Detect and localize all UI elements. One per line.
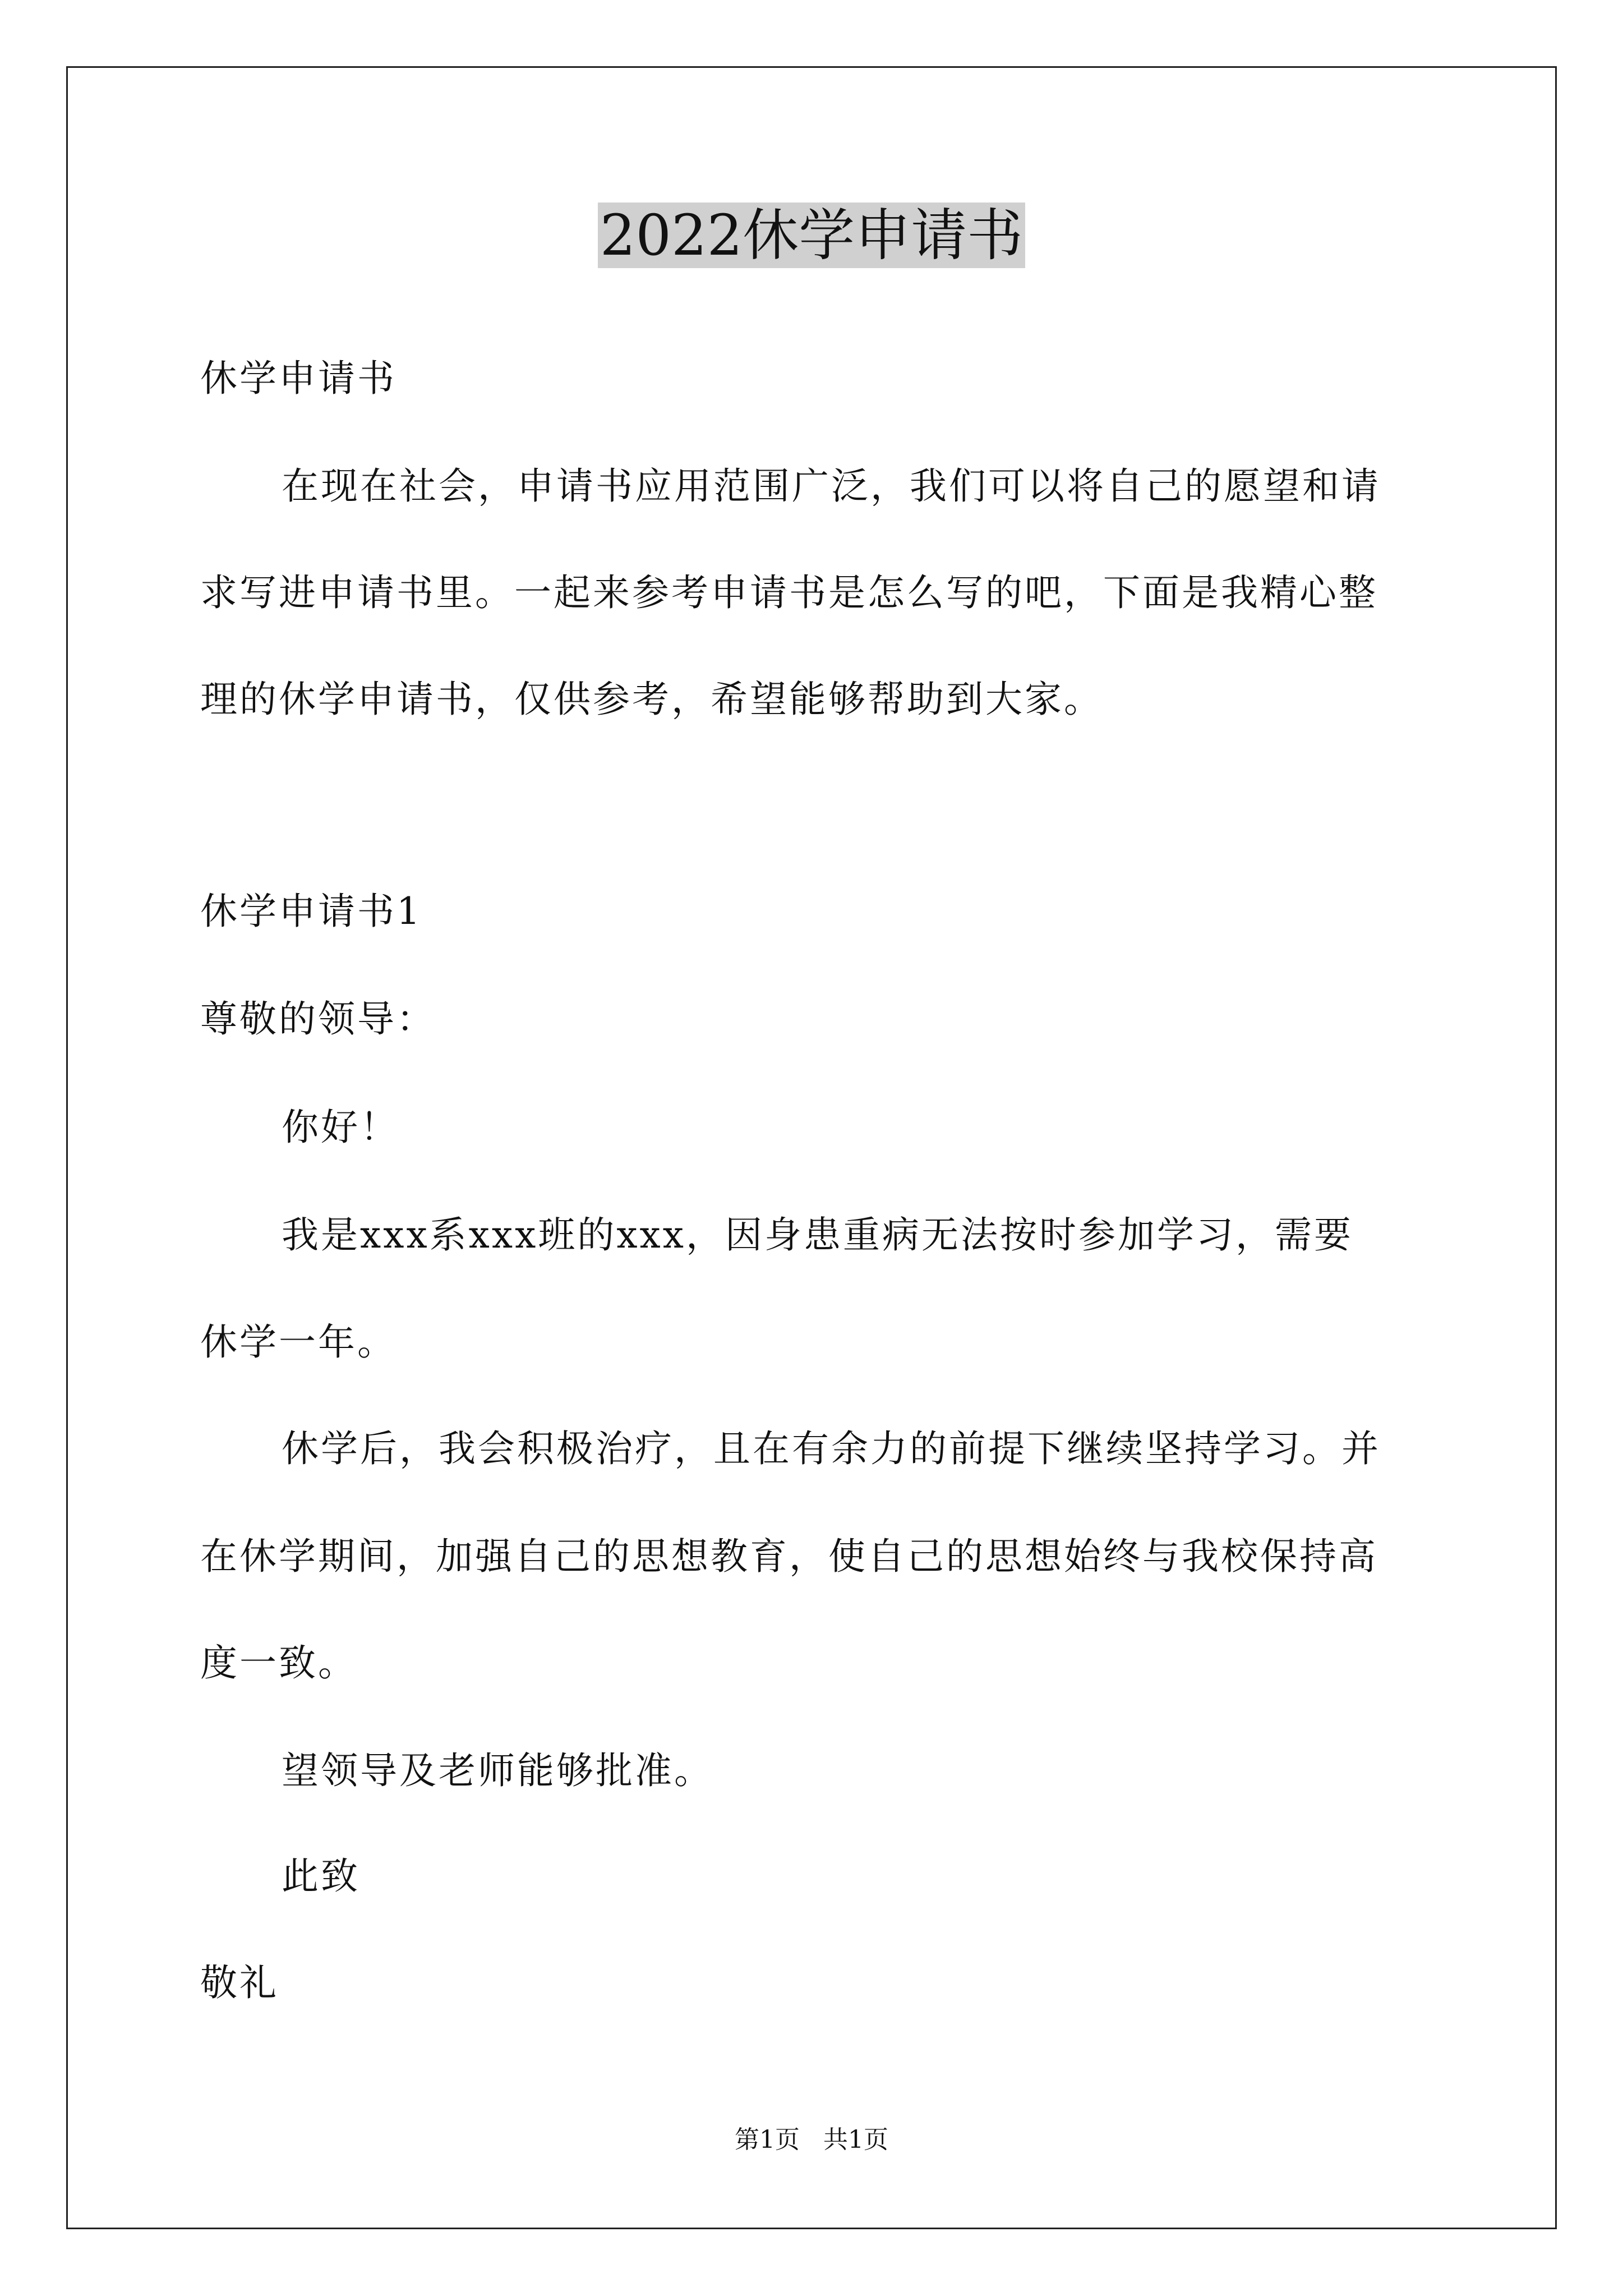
- document-title: [0, 196, 1623, 275]
- intro-line-3: 理的休学申请书，仅供参考，希望能够帮助到大家。: [200, 678, 1103, 721]
- body2-line-1: 休学后，我会积极治疗，且在有余力的前提下继续坚持学习。并: [282, 1427, 1381, 1470]
- body1-line-1: 我是xxx系xxx班的xxx，因身患重病无法按时参加学习，需要: [282, 1213, 1353, 1257]
- body2-line-3: 度一致。: [200, 1641, 357, 1685]
- greeting: 你好！: [282, 1106, 399, 1149]
- intro-line-2: 求写进申请书里。一起来参考申请书是怎么写的吧，下面是我精心整: [200, 571, 1378, 614]
- letter-heading: 休学申请书1: [200, 890, 422, 933]
- body1-line-2: 休学一年。: [200, 1320, 396, 1364]
- page-footer: 第1页 共1页: [735, 2125, 888, 2154]
- closing-ci-zhi: 此致: [282, 1855, 360, 1898]
- intro-line-1: 在现在社会，申请书应用范围广泛，我们可以将自己的愿望和请: [282, 464, 1381, 508]
- subtitle: 休学申请书: [200, 357, 396, 400]
- body2-line-2: 在休学期间，加强自己的思想教育，使自己的思想始终与我校保持高: [200, 1535, 1378, 1578]
- body3: 望领导及老师能够批准。: [282, 1749, 713, 1792]
- document-title-text: 2022休学申请书: [598, 203, 1026, 268]
- closing-jing-li: 敬礼: [200, 1961, 279, 2004]
- salutation: 尊敬的领导：: [200, 997, 436, 1041]
